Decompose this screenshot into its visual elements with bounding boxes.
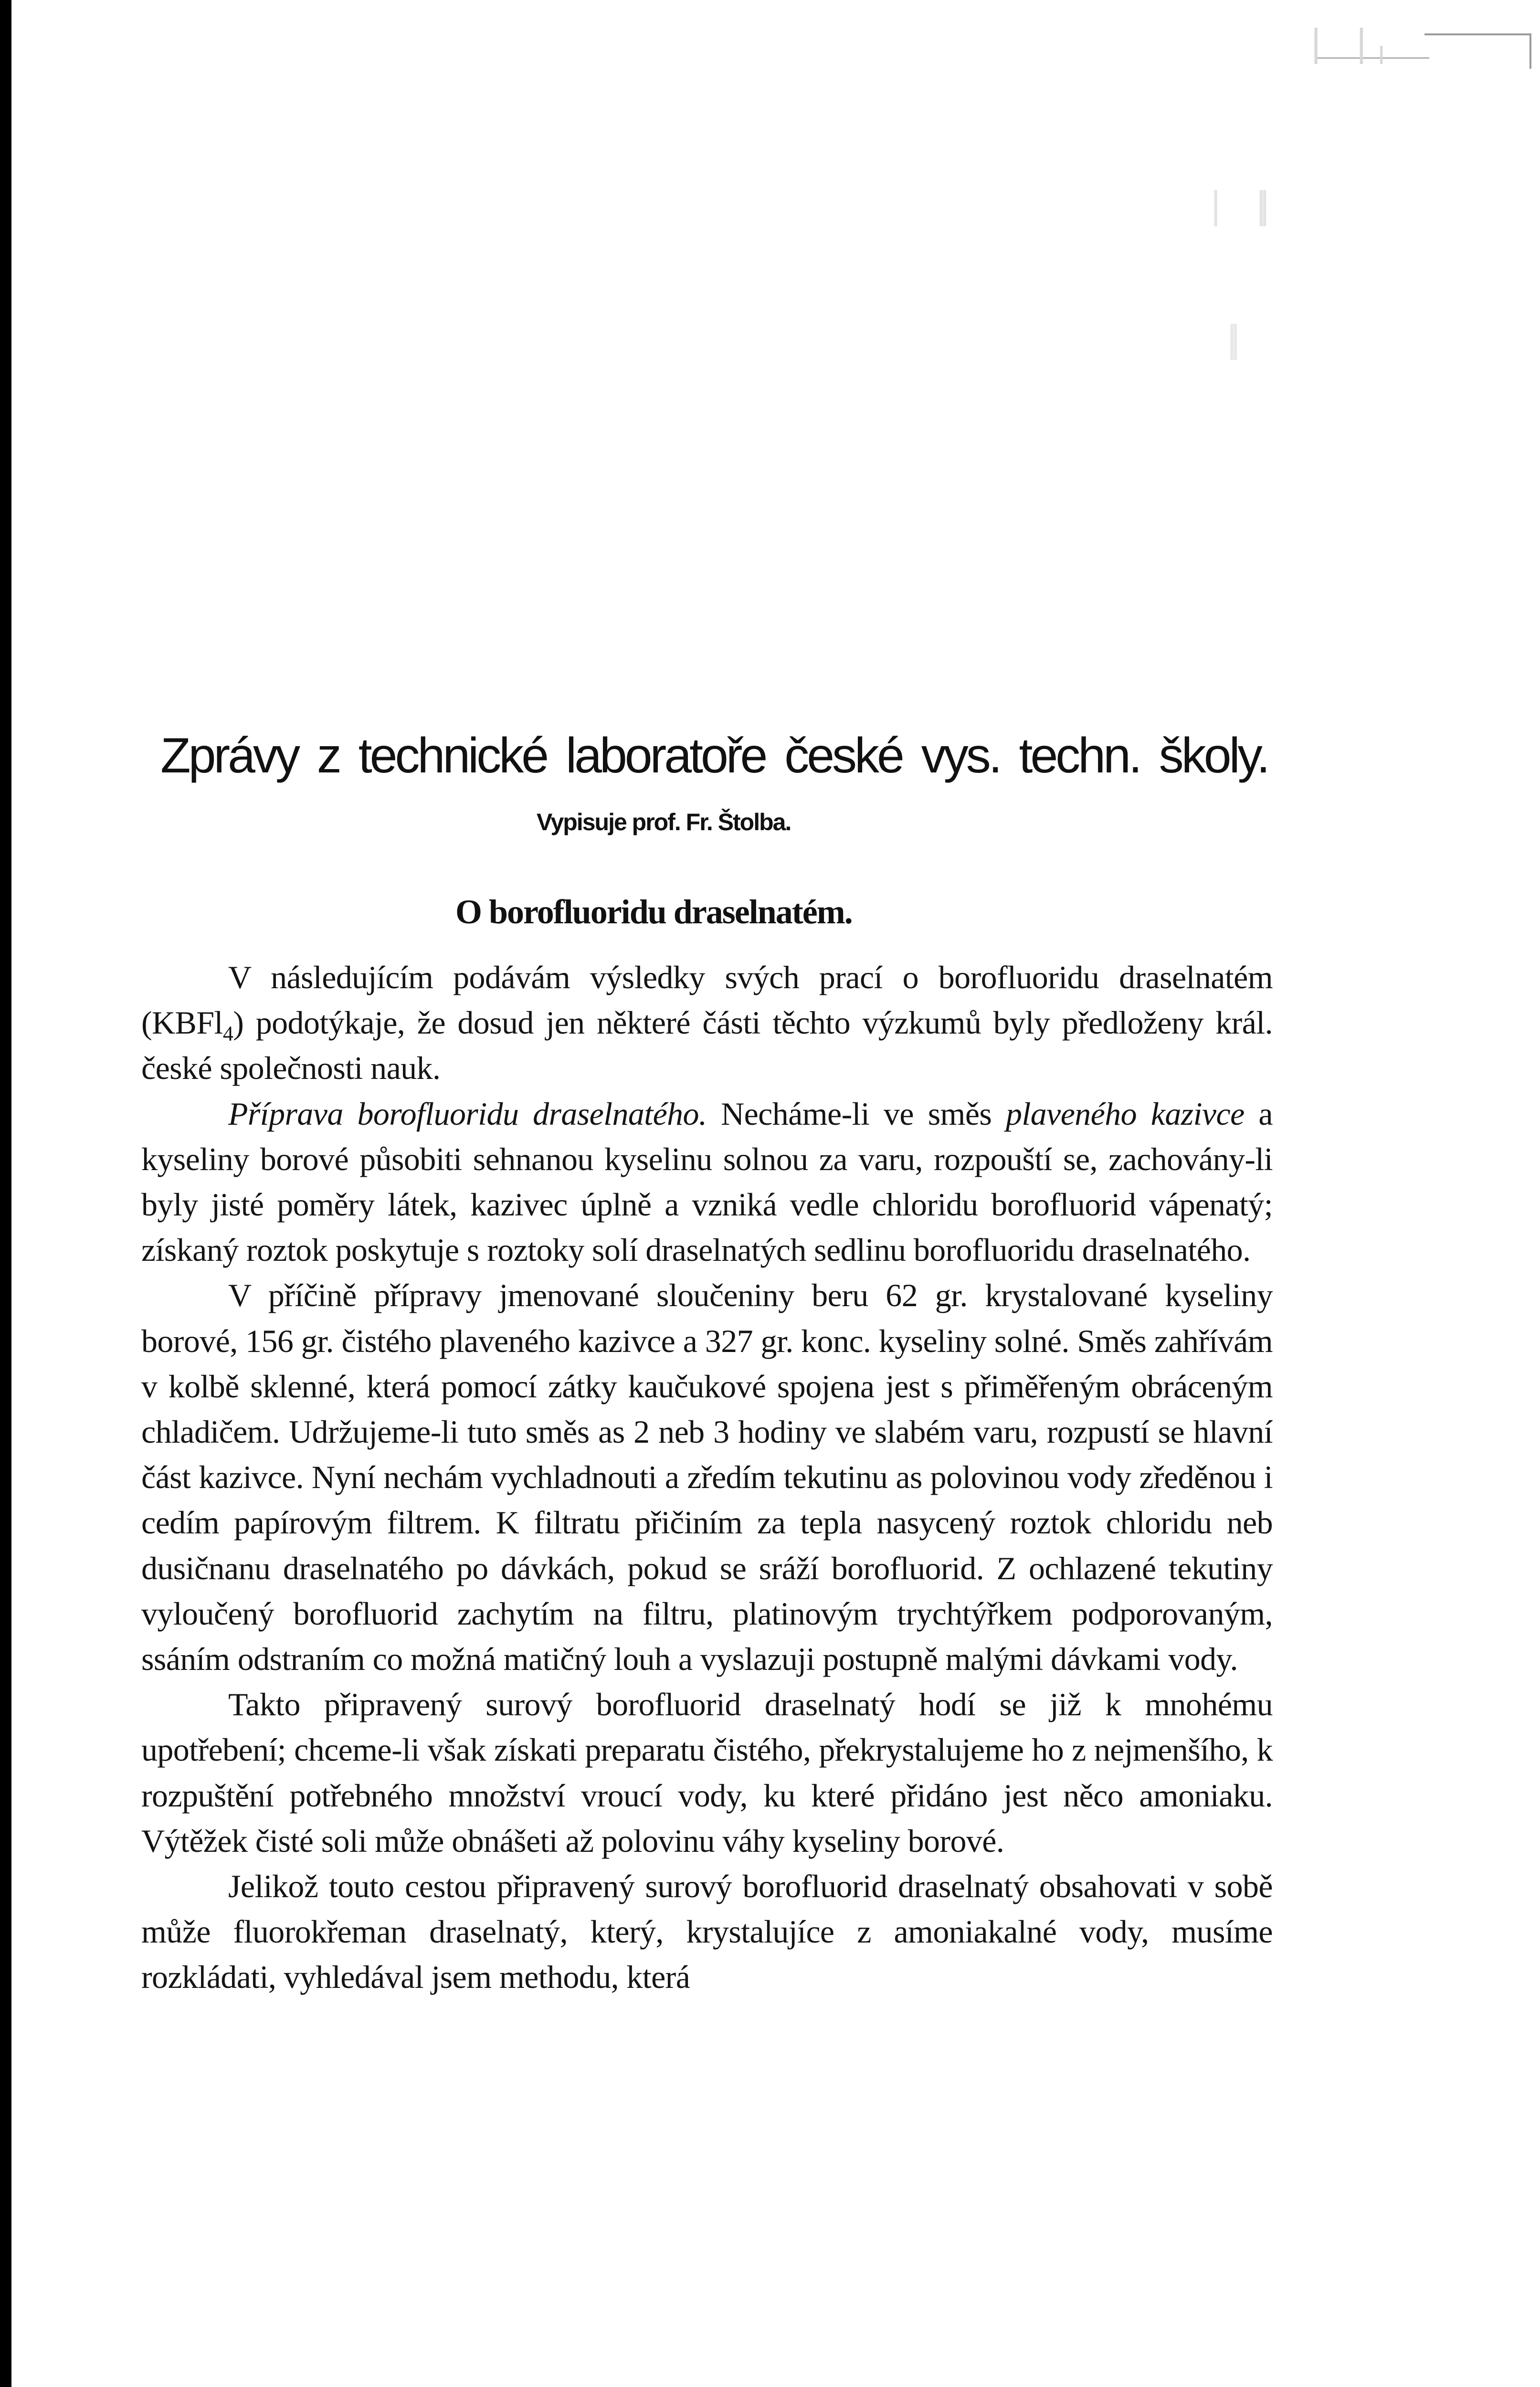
show-through-mark: ▏▕▏	[1214, 191, 1288, 225]
paragraph-1: V následujícím podávám výsledky svých prací o borofluoridu draselnatém (KBFl$_4$) podotýkaje, že dosud jen některé části těchto výzkumů byly předloženy král. české společnosti nauk.	[141, 959, 1273, 1087]
show-through-mark: ▕▏	[1210, 325, 1259, 359]
paragraph-5: Jelikož touto cestou připravený surový borofluorid draselnatý obsahovati v sobě může fluorokřeman draselnatý, který, krystalujíce z amoniakalné vody, musíme rozkládati, vyhledával jsem methodu, která	[141, 1868, 1273, 1996]
italic-term: plaveného kazivce	[1006, 1095, 1245, 1132]
scanned-page	[11, 0, 1540, 2387]
subscript: 4	[222, 1022, 233, 1046]
scan-corner-mark	[1424, 33, 1531, 69]
paragraph-4: Takto připravený surový borofluorid draselnatý hodí se již k mnohému upotřebení; chceme-li však získati preparatu čistého, překrystalujeme ho z nejmenšího, k rozpuštění potřebného množství vroucí vody, ku které přidáno jest něco amoniaku. Výtěžek čisté soli může obnášeti až polovinu váhy kyseliny borové.	[141, 1686, 1273, 1859]
section-heading: O borofluoridu draselnatém.	[455, 893, 852, 931]
paragraph-3: V příčině přípravy jmenované sloučeniny beru 62 gr. krystalované kyseliny borové, 156 gr. čistého plaveného kazivce a 327 gr. konc. kyseliny solné. Směs zahřívám v kolbě sklenné, která pomocí zátky kaučukové spojena jest s přiměřeným obráceným chladičem. Udržujeme-li tuto směs as 2 neb 3 hodiny ve slabém varu, rozpustí se hlavní část kazivce. Nyní nechám vychladnouti a zředím tekutinu as polovinou vody zředěnou i cedím papírovým filtrem. K filtratu přičiním za tepla nasycený roztok chloridu neb dusičnanu draselnatého po dávkách, pokud se sráží borofluorid. Z ochlazené tekutiny vyloučený borofluorid zachytím na filtru, platinovým trychtýřkem podporovaným, ssáním odstraním co možná matičný louh a vyslazuji postupně malými dávkami vody.	[141, 1277, 1273, 1678]
page-title: Zprávy z technické laboratoře české vys. techn. školy.	[160, 728, 1268, 783]
author-line: Vypisuje prof. Fr. Štolba.	[537, 809, 791, 835]
paragraph-2: Příprava borofluoridu draselnatého. Necháme-li ve směs plaveného kazivce a kyseliny borové působiti sehnanou kyselinu solnou za varu, rozpouští se, zachovány-li byly jisté poměry látek, kazivec úplně a vzniká vedle chloridu borofluorid vápenatý; získaný roztok poskytuje s roztoky solí draselnatých sedlinu borofluoridu draselnatého.	[141, 1095, 1273, 1268]
subsection-lead: Příprava borofluoridu draselnatého.	[228, 1095, 707, 1132]
body-text	[141, 955, 1273, 2000]
show-through-mark: ▏▕ ╷	[1315, 29, 1392, 63]
